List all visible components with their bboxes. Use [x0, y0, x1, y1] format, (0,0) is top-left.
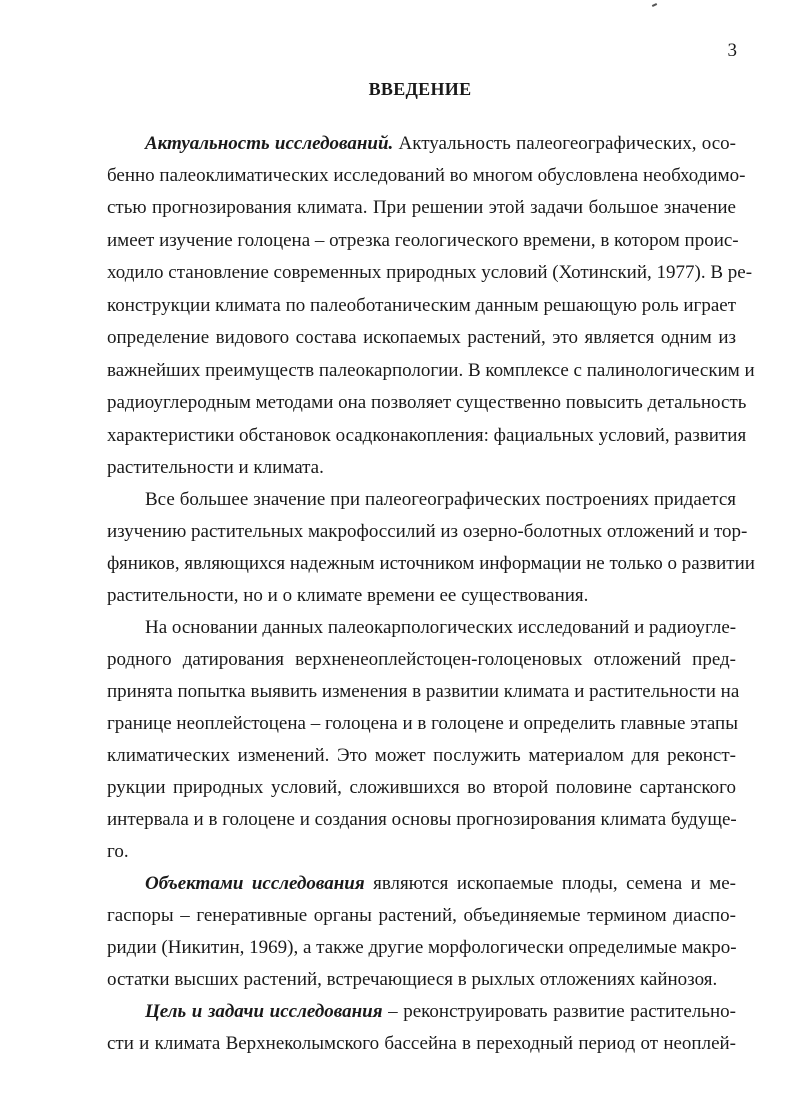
text-line: гаспоры – генеративные органы растений, объединяемые термином диаспо- [107, 905, 736, 926]
section-title: ВВЕДЕНИЕ [368, 79, 472, 99]
text-line: растительности и климата. [107, 457, 324, 478]
text-line: характеристики обстановок осадконакопления: фациальных условий, развития [107, 425, 747, 446]
text-line: изучению растительных макрофоссилий из озерно-болотных отложений и тор- [107, 521, 748, 542]
text-line: растительности, но и о климате времени ее существования. [107, 585, 589, 606]
text-line: радиоуглеродным методами она позволяет существенно повысить детальность [107, 392, 747, 413]
scan-mark [652, 3, 657, 7]
text-line: Цель и задачи исследования – реконструировать развитие растительно- [145, 1001, 736, 1022]
text-line: важнейших преимуществ палеокарпологии. В комплексе с палинологическим и [107, 360, 755, 381]
text-line: имеет изучение голоцена – отрезка геологического времени, в котором проис- [107, 230, 739, 251]
text-line: определение видового состава ископаемых растений, это является одним из [107, 327, 736, 348]
text-line: Актуальность исследований. Актуальность палеогеографических, осо- [145, 133, 737, 154]
text-line: На основании данных палеокарпологических исследований и радиоугле- [145, 617, 737, 638]
page-number: 3 [727, 40, 737, 61]
text-line: рукции природных условий, сложившихся во второй половине сартанского [107, 777, 736, 798]
text-line: Все большее значение при палеогеографических построениях придается [145, 489, 736, 510]
text-line: бенно палеоклиматических исследований во многом обусловлена необходимо- [107, 165, 746, 186]
emphasis-text: Актуальность исследований. [145, 133, 394, 154]
text-line: границе неоплейстоцена – голоцена и в голоцене и определить главные этапы [107, 713, 738, 734]
text-line: фяников, являющихся надежным источником информации не только о развитии [107, 553, 755, 574]
text-line: ходило становление современных природных условий (Хотинский, 1977). В ре- [107, 262, 753, 283]
emphasis-text: Объектами исследования [145, 873, 365, 894]
text-line: го. [107, 841, 129, 862]
text-line: стью прогнозирования климата. При решении этой задачи большое значение [107, 197, 736, 218]
text-line: сти и климата Верхнеколымского бассейна в переходный период от неоплей- [107, 1033, 736, 1054]
text-line: родного датирования верхненеоплейстоцен-голоценовых отложений пред- [107, 649, 736, 670]
text-line: остатки высших растений, встречающиеся в рыхлых отложениях кайнозоя. [107, 969, 718, 990]
text-line: ридии (Никитин, 1969), а также другие морфологически определимые макро- [107, 937, 737, 958]
text-line: принята попытка выявить изменения в развитии климата и растительности на [107, 681, 740, 702]
text-line: климатических изменений. Это может послужить материалом для реконст- [107, 745, 736, 766]
text-line: интервала и в голоцене и создания основы прогнозирования климата будуще- [107, 809, 737, 830]
text-line: Объектами исследования являются ископаемые плоды, семена и ме- [145, 873, 736, 894]
text-line: конструкции климата по палеоботаническим данным решающую роль играет [107, 295, 736, 316]
emphasis-text: Цель и задачи исследования [145, 1001, 383, 1022]
